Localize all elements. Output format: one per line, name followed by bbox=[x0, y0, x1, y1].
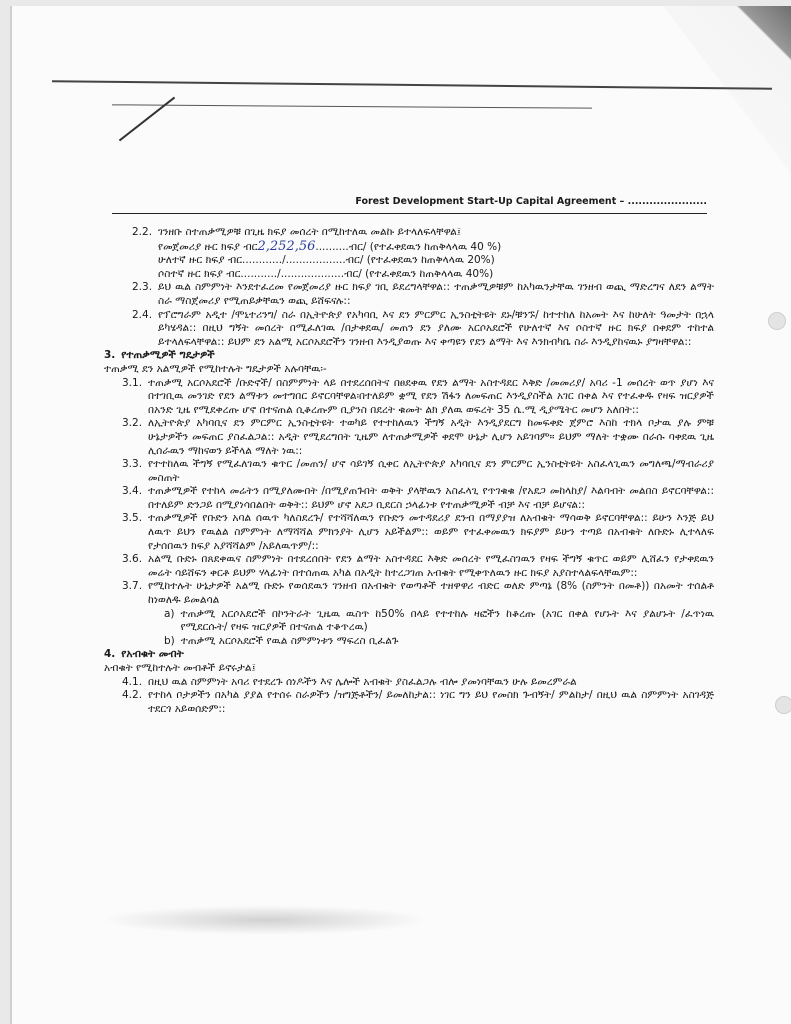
clause-3-6: 3.6. አልሚ ቡድኑ በጸደቀዉና ስምምነት በተደረሰበት የደን ልማት አስተዳደር እቅድ መሰረት የሚፈስገዉን የዛፍ ችግኝ ቁጥር ወይም ሊሸፈን የታቀደዉን መሬት ሳይሸፍን ቀርቶ ይህም ሃላፊነት በተሰጠዉ አካል በአዲት ከተረጋገጠ አብቁት የሚቀጥለዉን ዙር ክፍያ አያስተላልፍላቸዉም:: bbox=[122, 553, 714, 579]
clause-3-7: 3.7. የሚከተሉት ሁኔታዎች አልሚ ቡድኑ የወሰደዉን ገንዘብ በአብቁት የወጣቶች ተዘዋዋሪ ብድር ወለድ ምጣኔ (8% (ስምንት በመቶ)) በአመት ተሰልቶ ከነወለዱ ይመልሳል bbox=[122, 580, 714, 607]
folded-corner bbox=[663, 6, 791, 176]
clause-4-2: 4.2. የተከላ ቦታዎችን በአካል ያያል የተሰሩ ስራዎችን /ዝግጅቶችን/ ይመለከታል:: ነገር ግን ይህ የመስክ ጉብኝት/ ምልከታ/ በዚህ ዉል ስምምነት አስገዳጅ ተደርጎ አይወሰድም:: bbox=[122, 689, 714, 715]
top-rule-line bbox=[52, 80, 772, 90]
header-rule bbox=[112, 213, 707, 214]
section-4-intro: አብቁት የሚከተሉት መብቶች ይኖሩታል፤ bbox=[104, 662, 256, 674]
clause-3-1: 3.1. ተጠቃሚ አርሶአደሮች /ቡድኖች/ በስምምነት ላይ በተደረሰበትና በፀደቀዉ የደን ልማት አስተዳደር እቅድ /መመሪያ/ አባሪ -1 መሰረት ወጥ ያሆነ እና በተገቢዉ መንገድ የደን ልማቱን መተግበር ይኖርባቸዋል፡በተለይም ቋሚ የደን ሽፋን ለመፍጠር እንዲያስችል አገር በቀል እና የተፈቀዱ የዛፍ ዝርያዎች በአንድ ጊዜ የሚደቀረጡ ሆኖ በተናጠል ሲቆረጡም ቢያንስ በደረት ቁመት ልክ ያለዉ ወፍረት 35 ሴ.ሚ ዲያሜትር መሆን አለበት:: bbox=[122, 376, 714, 416]
clause-3-5: 3.5. ተጠቃሚዎች የቡድን አባል ሰዉጥ ካለስደረጉ/ የተሻሻለዉን የቡድን መተዳደሪያ ደንብ በማያያዝ ለአብቁት ማሳወቅ ይኖርባቸዋል:: ይሁን እንጅ ይህ ለዉጥ ይህን የዉልል ስምምነት ለማሻሻል ምክንያት ሊሆን አይችልም:: ወይም የተፈቀመዉን ክፍያም ይሁን ተጣይ በአብቁት ለቡድኑ ሊተላለፍ የታሰበዉን ክፍያ አያሻሻልም /አይለዉጥም/:: bbox=[122, 512, 714, 552]
top-rule-line-secondary bbox=[112, 104, 592, 108]
page-header: Forest Development Start-Up Capital Agreement – ...................... bbox=[355, 196, 707, 207]
pen-mark bbox=[119, 97, 175, 142]
section-3-heading: 3. የተጠቃሚዎች ግዴታዎች bbox=[104, 349, 215, 362]
clause-2-2: 2.2. ገንዘቡ ስተጠቃሚዎቹ በጊዜ ክፍያ መሰረት በሚከተለዉ መልኩ ይተላለፍላቸዋል፤ የመጀመሪያ ዙር ክፍያ ብር2,252,56..........ብር/ (የተፈቀደዉን ከጠቅላላዉ 40 %) ሁለተኛ ዙር ክፍያ ብር............/..................ብር/ (የተፈቀደዉን ከጠቅላላዉ 20%) ሶስተኛ ዙር ክፍያ ብር.........../...................ብር/ (የተፈቀደዉን ከጠቅላላዉ 40%) bbox=[132, 226, 502, 280]
clause-3-2: 3.2. ለኢትዮጵያ አካባቢና ደን ምርምር ኢንስቲትዩት ተወካይ የተተከለዉን ችግኝ አዲት እንዲያደርግ ከመፍቀድ ጀምሮ እስከ ተክላ ቦታዉ ያሉ ምቹ ሁኔታዎችን መፍጠር ያስፈልጋል:: አዲት የሚደረግበት ጊዜም ለተጠቃሚዎች ቀደሞ ሁኔታ ሊሆን አይገባም። ይህም ማለት ተቋሙ በራሱ ባቀደዉ ጊዜ ሊሰራዉን ማከናወን ይችላል ማለት ነዉ:: bbox=[122, 417, 714, 457]
document-body bbox=[104, 226, 714, 716]
clause-2-4: 2.4. የፕሮግራም አዲተ /ሞኒተሪንግ/ ስራ በኢትዮጵያ የአካባቢ እና ደን ምርምር ኢንስቲትዩት ደኑ/ቹንኙ/ ከተተከለ ከአመት እና ከሁለት ዓመታት በኋላ ይካሄዳል:: በዚህ ግኝት መሰረት በሚፈለገዉ /በታቀደዉ/ መጠን ደን ያለሙ አርሶአደሮች የሁለተኛ እና ሶስተኛ ዙር ክፍያ በቀደም ተከተል ይተላለፍላቸዋል:: ይህም ደን አልሚ አርሶአደሮችን ገንዘብ እንዲያወጡ እና ቀጣዩን የደን ልማት እና እንክብካቤ ስራ እንዲያከናዉኑ ያግዛቸዋል:: bbox=[132, 308, 714, 348]
section-4-heading: 4. የአብቁት መብት bbox=[104, 648, 184, 661]
clause-4-1: 4.1. በዚህ ዉል ስምምነት አባሪ የተደረጉ ሰነዶችን እና ሌሎች አብቁት ያስፈልጋሉ ብሎ ያመነባቸዉን ሁሉ ይመረምራል bbox=[122, 675, 577, 688]
section-3-intro: ተጠቃሚ ደን አልሚዎች የሚከተሉት ግዴታዎች አሉባቸዉ፡- bbox=[104, 362, 327, 375]
clause-3-7-b: b) ተጠቃሚ አርሶአደሮች የዉል ስምምነቱን ማፍረስ ቢፈልጉ bbox=[164, 634, 399, 647]
clause-3-7-a: a) ተጠቃሚ አርሶአደሮች በኮንትራት ጊዜዉ ዉስጥ ከ50% በላይ የተተከሉ ዛፎችን ከቆረጡ (አገር በቀል የሆኑት እና ያልሆኑት /ፈጥነዉ የሚደርሱት/ የዛፍ ዝርያዎች በተናጠል ተቆጥረዉ) bbox=[164, 607, 714, 634]
clause-2-3: 2.3. ይህ ዉል ስምምነት እንደተፈረመ የመጀመሪያ ዙር ክፍያ ገቢ ይደረግላቸዋል:: ተጠቃሚዎቹም ከአካዉንታቸዉ ገንዘብ ወጪ ማድረግና ለደን ልማት ስራ ማስጀመሪያ የሚጠይቃቸዉን ወጪ ይሸፍናሉ:: bbox=[132, 281, 714, 307]
punch-hole bbox=[768, 312, 786, 330]
clause-3-3: 3.3. የተተከለዉ ችግኝ የሚፈለገዉን ቁጥር /መጠን/ ሆኖ ሳይገኝ ሲቀር ለኢትዮጵያ አካባቢና ደን ምርምር ኢንስቲትዩት አስፈላጊዉን መግለጫ/ማብራሪያ መስጠት bbox=[122, 458, 714, 484]
punch-hole bbox=[775, 696, 791, 714]
handwritten-amount: 2,252,56 bbox=[257, 238, 316, 254]
clause-3-4: 3.4. ተጠቃሚዎች የተከላ መሬትን በሚያለሙበት /በሚያጠጉበት ወቅት ያላቸዉን አስፈላጊ የጥገቁቁ /የአደጋ መከላከያ/ እልባብት መልበስ ይኖርባቸዋል:: በተለይም ድንጋይ በሚያነሳበልበት ወቅት:: ይህም ሆኖ አደጋ ቢደርስ ኃላፊነቱ የተጠቃሚዎች ብቻ እና ብቻ ይሆናል:: bbox=[122, 485, 714, 511]
